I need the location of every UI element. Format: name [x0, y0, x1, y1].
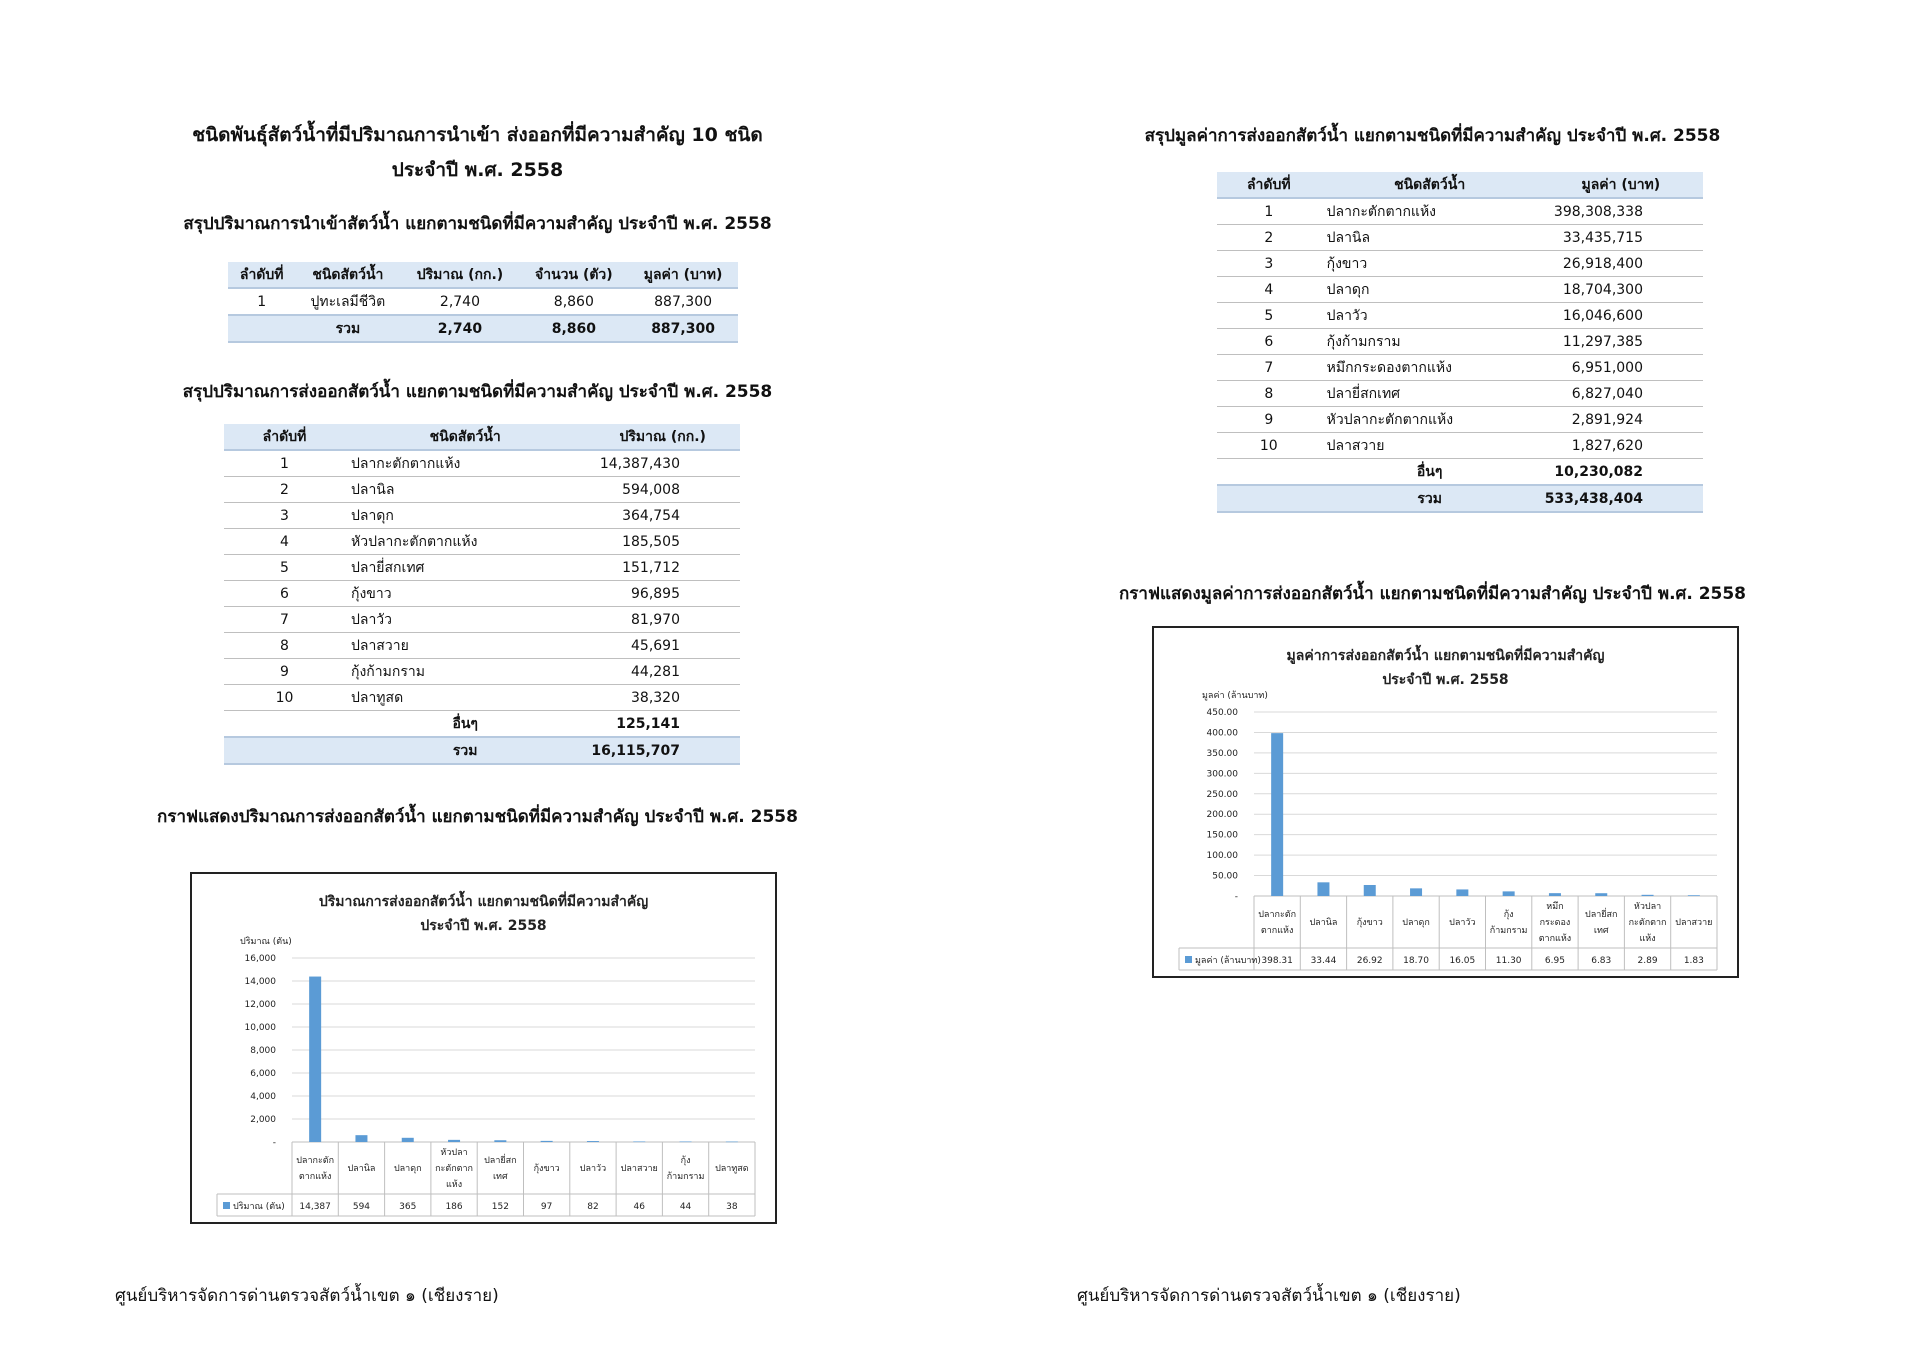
cell-value: 1,827,620	[1539, 433, 1703, 459]
import-table-header	[228, 262, 738, 288]
category-label: กุ้ง	[1503, 910, 1514, 920]
category-label: ปลาทูสด	[715, 1164, 749, 1174]
table-row	[224, 477, 740, 503]
cell-count: 8,860	[520, 288, 629, 315]
total-amount: 533,438,404	[1539, 485, 1703, 512]
export-value-header	[1217, 172, 1703, 198]
category-label: กุ้งขาว	[1356, 918, 1383, 928]
export-value-table	[1217, 172, 1703, 513]
table-row	[224, 555, 740, 581]
table-row	[228, 288, 738, 315]
col-qty: ปริมาณ (กก.)	[400, 262, 519, 288]
chart-subtitle: ประจำปี พ.ศ. 2558	[1382, 672, 1509, 688]
cell-rank: 2	[1217, 225, 1321, 251]
table-row	[1217, 225, 1703, 251]
legend-swatch	[1185, 956, 1192, 963]
y-tick-label: 200.00	[1206, 810, 1238, 821]
cell-rank: 10	[1217, 433, 1321, 459]
cell-rank: 8	[224, 633, 345, 659]
y-axis-label: มูลค่า (ล้านบาท)	[1202, 691, 1268, 701]
other-row	[224, 711, 740, 738]
bar	[448, 1140, 460, 1142]
col-count: จำนวน (ตัว)	[520, 262, 629, 288]
cell-species: ปลานิล	[345, 477, 585, 503]
data-label: 18.70	[1403, 956, 1429, 966]
y-tick-label: 250.00	[1206, 789, 1238, 800]
total-label: รวม	[1321, 485, 1539, 512]
cell-species: ปลาสวาย	[1321, 433, 1539, 459]
cell-species: ปลาวัว	[345, 607, 585, 633]
cell-rank: 7	[1217, 355, 1321, 381]
cell-species: ปลาดุก	[345, 503, 585, 529]
cell-species: ปลากะตักตากแห้ง	[1321, 198, 1539, 225]
cell-rank: 8	[1217, 381, 1321, 407]
category-label: ปลายี่สก	[484, 1156, 517, 1166]
export-qty-heading: สรุปปริมาณการส่งออกสัตว์น้ำ แยกตามชนิดที่มีความสำคัญ ประจำปี พ.ศ. 2558	[182, 382, 773, 402]
y-tick-label: -	[1234, 892, 1238, 902]
export-value-chart-svg	[1154, 628, 1737, 976]
bar	[309, 977, 321, 1142]
total-row	[224, 737, 740, 764]
data-label: 33.44	[1310, 956, 1337, 966]
cell-qty: 2,740	[400, 288, 519, 315]
data-label: 365	[399, 1202, 417, 1212]
bar	[1271, 733, 1283, 896]
table-row	[224, 633, 740, 659]
legend-swatch	[223, 1202, 230, 1209]
col-value: มูลค่า (บาท)	[1539, 172, 1703, 198]
cell-species: ปลาสวาย	[345, 633, 585, 659]
data-label: 1.83	[1683, 956, 1704, 966]
cell-value: 11,297,385	[1539, 329, 1703, 355]
category-label: ปลากะตัก	[1258, 910, 1297, 920]
cell-species: ปลายี่สกเทศ	[345, 555, 585, 581]
category-label: ปลาสวาย	[1675, 918, 1713, 928]
other-row	[1217, 459, 1703, 486]
table-row	[1217, 433, 1703, 459]
bar	[355, 1135, 367, 1142]
bar	[587, 1141, 599, 1142]
cell-species: ปลาทูสด	[345, 685, 585, 711]
table-row	[224, 607, 740, 633]
cell-rank: 3	[224, 503, 345, 529]
cell-rank: 3	[1217, 251, 1321, 277]
legend-label: มูลค่า (ล้านบาท)	[1195, 956, 1261, 966]
bar	[633, 1141, 645, 1142]
cell-value: 887,300	[628, 288, 738, 315]
cell-species: กุ้งขาว	[345, 581, 585, 607]
category-label: แห้ง	[445, 1180, 463, 1190]
data-label: 44	[679, 1202, 692, 1212]
chart-title: ปริมาณการส่งออกสัตว์น้ำ แยกตามชนิดที่มีความสำคัญ	[318, 894, 649, 910]
category-label: ปลาดุก	[1402, 918, 1430, 928]
footer-left: ศูนย์บริหารจัดการด่านตรวจสัตว์น้ำเขต ๑ (เชียงราย)	[115, 1286, 499, 1306]
category-label: ตากแห้ง	[298, 1172, 332, 1182]
cell-rank: 1	[228, 288, 295, 315]
col-qty: ปริมาณ (กก.)	[585, 424, 740, 450]
data-label: 6.83	[1591, 956, 1612, 966]
table-row	[1217, 277, 1703, 303]
cell-species: ปลายี่สกเทศ	[1321, 381, 1539, 407]
category-label: หมึก	[1546, 902, 1564, 912]
cell-species: กุ้งขาว	[1321, 251, 1539, 277]
bar	[402, 1138, 414, 1142]
cell-value: 6,827,040	[1539, 381, 1703, 407]
y-tick-label: 2,000	[250, 1115, 276, 1125]
data-label: 2.89	[1637, 956, 1658, 966]
table-row	[224, 450, 740, 477]
data-label: 594	[352, 1202, 371, 1212]
cell-species: ปลากะตักตากแห้ง	[345, 450, 585, 477]
cell-qty: 151,712	[585, 555, 740, 581]
table-row	[1217, 329, 1703, 355]
bar	[1364, 885, 1376, 896]
data-label: 16.05	[1449, 956, 1476, 966]
cell-rank: 1	[224, 450, 345, 477]
cell-value: 26,918,400	[1539, 251, 1703, 277]
category-label: ปลาดุก	[393, 1164, 422, 1174]
bar	[541, 1141, 553, 1142]
table-row	[1217, 407, 1703, 433]
total-qty: 2,740	[400, 315, 519, 342]
category-label: กุ้งขาว	[533, 1164, 560, 1174]
total-amount: 16,115,707	[585, 737, 740, 764]
category-label: กุ้ง	[680, 1156, 691, 1166]
y-tick-label: -	[272, 1138, 276, 1148]
right-page	[955, 0, 1910, 1350]
cell-qty: 81,970	[585, 607, 740, 633]
footer-right: ศูนย์บริหารจัดการด่านตรวจสัตว์น้ำเขต ๑ (เชียงราย)	[1077, 1286, 1461, 1306]
category-label: เทศ	[1593, 926, 1609, 936]
cell-rank: 7	[224, 607, 345, 633]
bar	[1410, 888, 1422, 896]
category-label: กระดอง	[1539, 918, 1571, 928]
bar	[1456, 889, 1468, 896]
col-rank: ลำดับที่	[1217, 172, 1321, 198]
cell-species: กุ้งก้ามกราม	[1321, 329, 1539, 355]
export-value-heading: สรุปมูลค่าการส่งออกสัตว์น้ำ แยกตามชนิดที่มีความสำคัญ ประจำปี พ.ศ. 2558	[1144, 126, 1721, 146]
table-row	[224, 659, 740, 685]
category-label: ปลาวัว	[579, 1164, 607, 1174]
y-tick-label: 450.00	[1206, 708, 1238, 718]
bar	[1549, 893, 1561, 896]
data-label: 11.30	[1495, 956, 1522, 966]
total-value: 887,300	[628, 315, 738, 342]
bar	[1317, 882, 1329, 896]
category-label: ปลากะตัก	[296, 1156, 335, 1166]
col-species: ชนิดสัตว์น้ำ	[295, 262, 400, 288]
table-row	[224, 581, 740, 607]
data-label: 46	[633, 1202, 645, 1212]
cell-species: กุ้งก้ามกราม	[345, 659, 585, 685]
data-label: 97	[540, 1202, 553, 1212]
table-row	[1217, 198, 1703, 225]
category-label: ตากแห้ง	[1260, 926, 1294, 936]
other-amount: 10,230,082	[1539, 459, 1703, 486]
export-value-chart	[1152, 626, 1739, 978]
y-tick-label: 14,000	[244, 977, 276, 987]
export-qty-chart	[190, 872, 777, 1224]
cell-rank: 2	[224, 477, 345, 503]
table-row	[1217, 355, 1703, 381]
data-label: 14,387	[299, 1202, 331, 1212]
y-tick-label: 12,000	[244, 1000, 276, 1010]
cell-value: 33,435,715	[1539, 225, 1703, 251]
category-label: กะตักตาก	[435, 1164, 474, 1174]
cell-rank: 4	[224, 529, 345, 555]
total-row	[1217, 485, 1703, 512]
col-rank: ลำดับที่	[224, 424, 345, 450]
bar	[494, 1140, 506, 1142]
y-tick-label: 4,000	[250, 1092, 276, 1102]
bar	[1688, 895, 1700, 896]
cell-qty: 14,387,430	[585, 450, 740, 477]
y-tick-label: 6,000	[250, 1069, 276, 1079]
cell-species: ปลาวัว	[1321, 303, 1539, 329]
category-label: ปลายี่สก	[1585, 910, 1618, 920]
bar	[1642, 895, 1654, 896]
chart-title: มูลค่าการส่งออกสัตว์น้ำ แยกตามชนิดที่มีความสำคัญ	[1286, 648, 1605, 664]
cell-species: ปลานิล	[1321, 225, 1539, 251]
cell-rank: 5	[224, 555, 345, 581]
category-label: แห้ง	[1639, 934, 1656, 944]
cell-rank: 9	[1217, 407, 1321, 433]
table-row	[224, 529, 740, 555]
cell-species: ปูทะเลมีชีวิต	[295, 288, 400, 315]
cell-qty: 45,691	[585, 633, 740, 659]
col-rank: ลำดับที่	[228, 262, 295, 288]
export-qty-table	[224, 424, 740, 765]
cell-species: หัวปลากะตักตากแห้ง	[345, 529, 585, 555]
y-tick-label: 16,000	[244, 954, 276, 964]
cell-value: 398,308,338	[1539, 198, 1703, 225]
other-label: อื่นๆ	[1321, 459, 1539, 486]
table-row	[224, 503, 740, 529]
category-label: ปลาวัว	[1449, 918, 1476, 928]
col-species: ชนิดสัตว์น้ำ	[1321, 172, 1539, 198]
other-label: อื่นๆ	[345, 711, 585, 738]
total-count: 8,860	[520, 315, 629, 342]
data-label: 186	[445, 1202, 463, 1212]
data-label: 398.31	[1261, 956, 1293, 966]
bar	[680, 1141, 692, 1142]
y-tick-label: 400.00	[1206, 728, 1238, 739]
y-tick-label: 10,000	[244, 1023, 276, 1033]
cell-rank: 5	[1217, 303, 1321, 329]
cell-rank: 6	[224, 581, 345, 607]
category-label: ก้ามกราม	[666, 1172, 705, 1182]
cell-rank: 10	[224, 685, 345, 711]
col-species: ชนิดสัตว์น้ำ	[345, 424, 585, 450]
y-tick-label: 8,000	[250, 1046, 276, 1056]
export-qty-header	[224, 424, 740, 450]
bar	[726, 1142, 738, 1143]
table-row	[1217, 303, 1703, 329]
category-label: เทศ	[492, 1172, 508, 1182]
category-label: ปลานิล	[1309, 918, 1338, 928]
y-tick-label: 300.00	[1206, 769, 1238, 780]
cell-qty: 38,320	[585, 685, 740, 711]
legend-label: ปริมาณ (ตัน)	[233, 1202, 285, 1212]
cell-rank: 6	[1217, 329, 1321, 355]
bar	[1503, 891, 1515, 896]
category-label: หัวปลา	[440, 1148, 468, 1158]
cell-value: 2,891,924	[1539, 407, 1703, 433]
export-qty-chart-svg	[192, 874, 775, 1222]
y-tick-label: 150.00	[1206, 830, 1238, 841]
export-qty-chart-heading: กราฟแสดงปริมาณการส่งออกสัตว์น้ำ แยกตามชนิดที่มีความสำคัญ ประจำปี พ.ศ. 2558	[157, 807, 798, 827]
page-title-line2: ประจำปี พ.ศ. 2558	[391, 159, 564, 181]
cell-rank: 1	[1217, 198, 1321, 225]
data-label: 6.95	[1544, 956, 1565, 966]
y-tick-label: 50.00	[1212, 871, 1238, 882]
col-value: มูลค่า (บาท)	[628, 262, 738, 288]
cell-qty: 44,281	[585, 659, 740, 685]
cell-qty: 96,895	[585, 581, 740, 607]
cell-species: หัวปลากะตักตากแห้ง	[1321, 407, 1539, 433]
cell-rank: 9	[224, 659, 345, 685]
y-axis-label: ปริมาณ (ตัน)	[240, 937, 292, 947]
cell-qty: 364,754	[585, 503, 740, 529]
total-label: รวม	[345, 737, 585, 764]
cell-value: 16,046,600	[1539, 303, 1703, 329]
cell-value: 18,704,300	[1539, 277, 1703, 303]
page-title-line1: ชนิดพันธุ์สัตว์น้ำที่มีปริมาณการนำเข้า ส่งออกที่มีความสำคัญ 10 ชนิด	[192, 124, 763, 146]
import-table	[228, 262, 738, 343]
y-tick-label: 100.00	[1206, 851, 1238, 862]
cell-rank: 4	[1217, 277, 1321, 303]
cell-species: ปลาดุก	[1321, 277, 1539, 303]
category-label: ตากแห้ง	[1538, 934, 1572, 944]
table-row	[224, 685, 740, 711]
data-label: 38	[726, 1202, 738, 1212]
chart-subtitle: ประจำปี พ.ศ. 2558	[420, 918, 547, 934]
other-amount: 125,141	[585, 711, 740, 738]
y-tick-label: 350.00	[1206, 748, 1238, 759]
category-label: ปลานิล	[347, 1164, 376, 1174]
category-label: หัวปลา	[1633, 902, 1662, 912]
cell-qty: 185,505	[585, 529, 740, 555]
table-row	[1217, 381, 1703, 407]
data-label: 82	[587, 1202, 599, 1212]
cell-value: 6,951,000	[1539, 355, 1703, 381]
cell-qty: 594,008	[585, 477, 740, 503]
table-row	[1217, 251, 1703, 277]
category-label: กะตักตาก	[1628, 918, 1667, 928]
category-label: ก้ามกราม	[1489, 926, 1528, 936]
total-label: รวม	[295, 315, 400, 342]
cell-species: หมึกกระดองตากแห้ง	[1321, 355, 1539, 381]
data-label: 26.92	[1356, 956, 1383, 966]
import-heading: สรุปปริมาณการนำเข้าสัตว์น้ำ แยกตามชนิดที่มีความสำคัญ ประจำปี พ.ศ. 2558	[183, 214, 772, 234]
export-value-chart-heading: กราฟแสดงมูลค่าการส่งออกสัตว์น้ำ แยกตามชนิดที่มีความสำคัญ ประจำปี พ.ศ. 2558	[1118, 584, 1747, 604]
category-label: ปลาสวาย	[620, 1164, 658, 1174]
bar	[1595, 893, 1607, 896]
data-label: 152	[491, 1202, 509, 1212]
total-row	[228, 315, 738, 342]
